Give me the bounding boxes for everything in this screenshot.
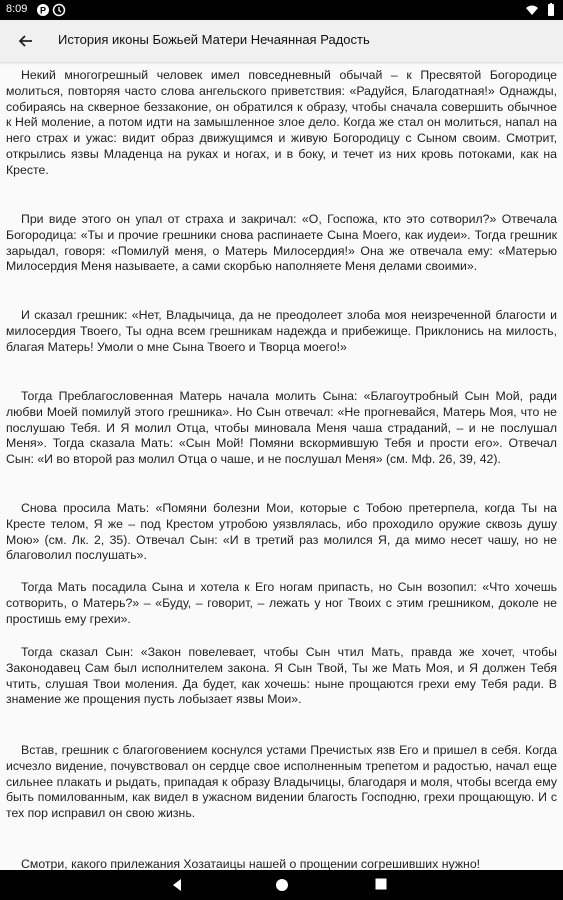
status-bar xyxy=(0,0,563,20)
nav-back-icon[interactable] xyxy=(170,878,184,892)
arrow-left-icon xyxy=(17,33,33,49)
app-bar xyxy=(0,20,563,62)
back-button[interactable] xyxy=(10,26,40,56)
article-paragraph: Встав, грешник с благоговением коснулся устами Пречистых язв Его и пришел в себя. Когда исчезло видение, почувствовал он сердце свое исполненным трепетом и радостью, начал еще сильнее плакать и рыдать, припадая к образу Владычицы, благодаря и моля, чтобы всегда ему быть помилованным, как видел в ужасном видении благость Господню, грехи прощающую. И с тех пор исправил он свою жизнь. xyxy=(6,743,557,821)
svg-text:P: P xyxy=(39,5,47,16)
article-paragraph: При виде этого он упал от страха и закричал: «О, Госпожа, кто это сотворил?» Отвечала Богородица: «Ты и прочие грешники снова распинаете Сына Моего, как иудеи». Тогда грешник зарыдал, говоря: «Помилуй меня, о Матерь Милосердия!» Она же отвечала ему: «Матерью Милосердия Меня называете, а сами скорбью наполняете Меня делами своими». xyxy=(6,212,557,274)
article-paragraph: Смотри, какого прилежания Хозатаицы нашей о прощении согрешивших нужно! xyxy=(21,857,481,870)
notification-icon xyxy=(52,3,66,17)
article-paragraph: Тогда Преблагословенная Матерь начала молить Сына: «Благоутробный Сын Мой, ради любви Моей помилуй этого грешника». Но Сын отвечал: «Не прогневайся, Матерь Моя, что не послушаю Тебя. И Я молил Отца, чтобы миновала Меня чаша страданий, – и не послушал Меня». Тогда сказала Мать: «Сын Мой! Помяни вскормившую Тебя и прости его». Отвечал Сын: «И во второй раз молил Отца о чаше, и не послушал Меня» (см. Мф. 26, 39, 42). xyxy=(6,389,557,467)
notification-icon xyxy=(36,3,50,17)
battery-icon xyxy=(544,3,558,17)
page-title: История иконы Божьей Матери Нечаянная Радость xyxy=(58,32,370,47)
article-paragraph: Некий многогрешный человек имел повседневный обычай – к Пресвятой Богородице молиться, повторяя часто слова ангельского приветствия: «Радуйся, Благодатная!» Однажды, собираясь на скверное беззаконие, он обратился к образу, чтобы сначала совершить обычное к Ней моление, а потом идти на замышленное злое дело. Когда же стал он молиться, напал на него страх и ужас: видит образ движущимся и живую Богородицу с Сыном своим. Смотрит, открылись язвы Младенца на руках и ногах, и в боку, и течет из них кровь потоками, как на Кресте. xyxy=(6,68,557,177)
nav-recents-icon[interactable] xyxy=(375,878,387,890)
article-paragraph: Тогда сказал Сын: «Закон повелевает, чтобы Сын чтил Мать, правда же хочет, чтобы Законодавец Сам был исполнителем закона. Я Сын Твой, Ты же Мать Моя, и Я должен Тебя чтить, слушая Твои моления. Да будет, как хочешь: ныне прощаются грехи ему Тебя ради. В знамение же прощения пусть лобызает язвы Мои». xyxy=(6,645,557,707)
article-content[interactable] xyxy=(0,62,563,870)
nav-home-icon[interactable] xyxy=(275,878,289,892)
article-paragraph: И сказал грешник: «Нет, Владычица, да не преодолеет злоба моя неизреченной благости и милосердия Твоего, Ты одна всем грешникам надежда и прибежище. Приклонись на милость, благая Матерь! Умоли о мне Сына Твоего и Творца моего!» xyxy=(6,308,557,354)
wifi-icon xyxy=(525,3,539,17)
article-paragraph: Тогда Мать посадила Сына и хотела к Его ногам припасть, но Сын возопил: «Что хочешь сотворить, о Матерь?» – «Буду, – говорит, – лежать у ног Твоих с этим грешником, доколе не простишь ему грехи». xyxy=(6,580,557,626)
status-time: 8:09 xyxy=(6,3,28,15)
article-paragraph: Снова просила Мать: «Помяни болезни Мои, которые с Тобою претерпела, когда Ты на Кресте телом, Я же – под Крестом утробою уязвлялась, ибо проходило оружие сквозь душу Мою» (см. Лк. 2, 35). Отвечал Сын: «И в третий раз молился Я, да мимо несет чашу, но не благоволил послушать». xyxy=(6,501,557,563)
navigation-bar xyxy=(0,870,563,900)
